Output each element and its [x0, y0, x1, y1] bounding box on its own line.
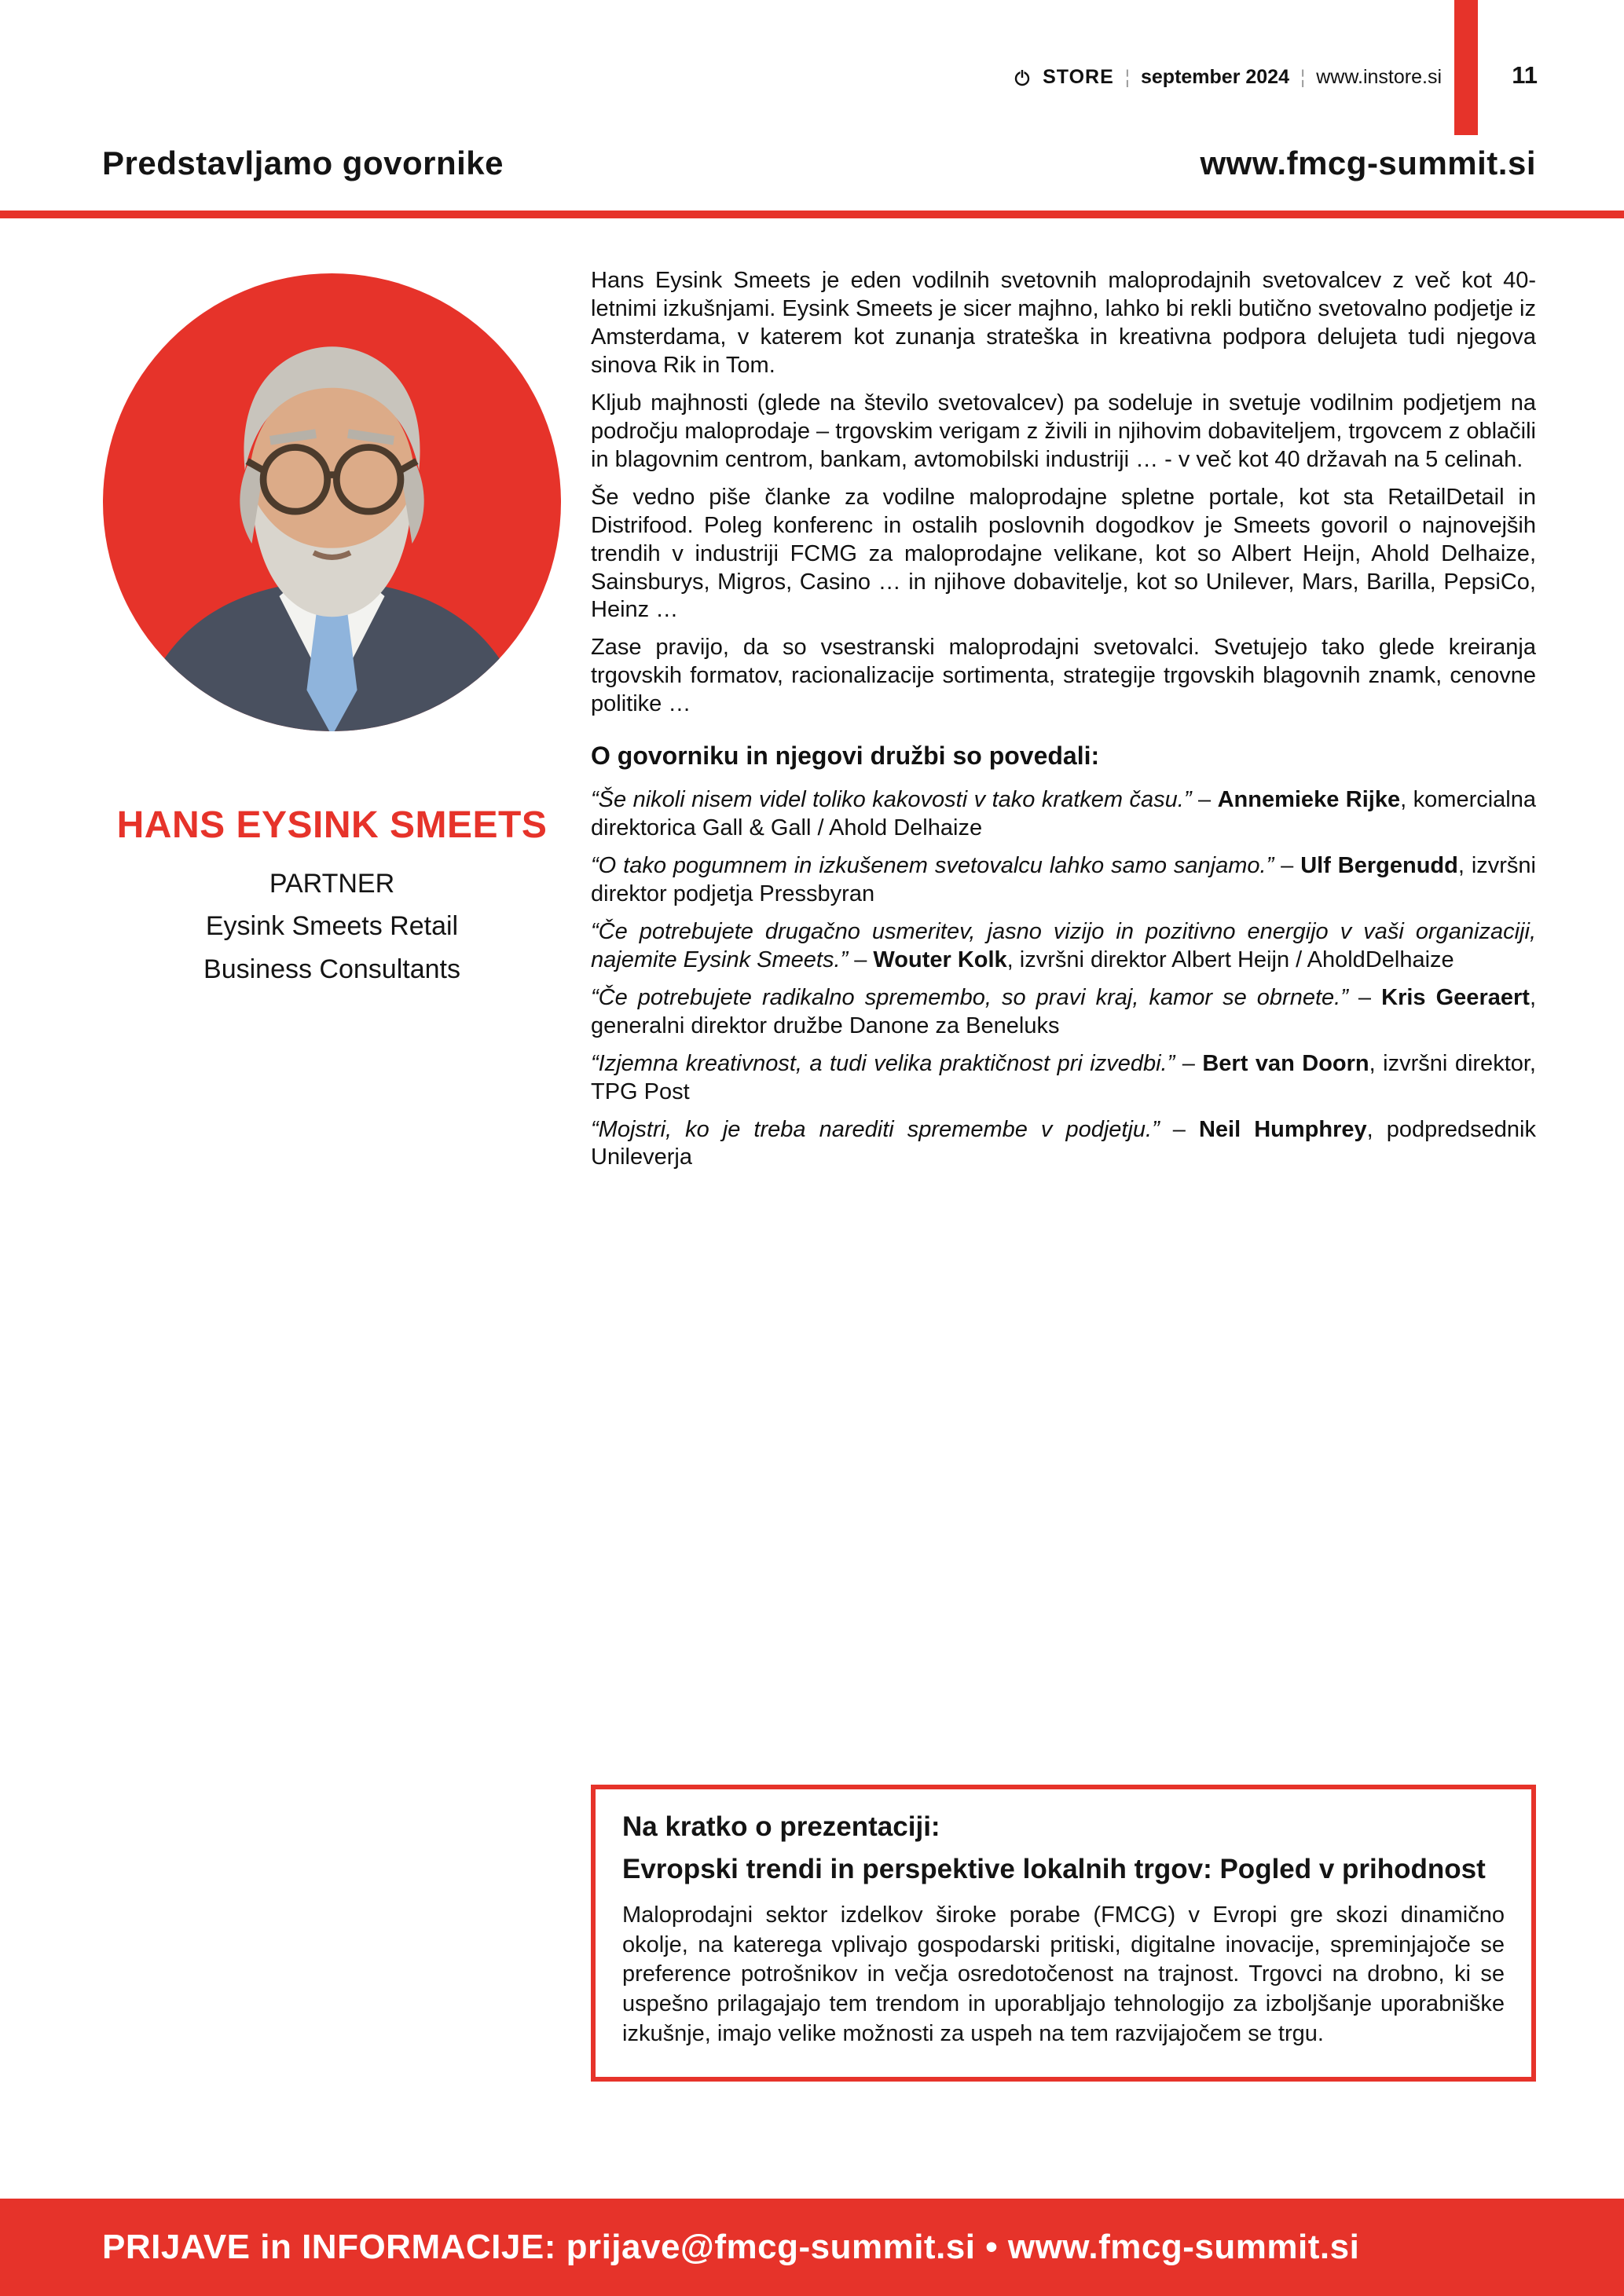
speaker-name: HANS EYSINK SMEETS	[116, 804, 548, 846]
quote-item	[591, 918, 1536, 975]
article-body	[591, 267, 1536, 1181]
header-separator: ¦	[1124, 66, 1130, 88]
quote-item	[591, 786, 1536, 843]
footer-registration-text: PRIJAVE in INFORMACIJE: prijave@fmcg-summit.si • www.fmcg-summit.si	[102, 2228, 1360, 2266]
quote-text: “Še nikoli nisem videl toliko kakovosti v tako kratkem času.”	[591, 786, 1192, 812]
presentation-box-heading: Na kratko o prezentaciji:	[622, 1811, 940, 1842]
quote-author-name: Neil Humphrey	[1198, 1116, 1367, 1142]
quote-separator: –	[1274, 852, 1301, 878]
bio-paragraph-2: Kljub majhnosti (glede na število svetovalcev) pa sodeluje in svetuje vodilnim podjetjem na področju maloprodaje – trgovskim verigam z živili in njihovim dobaviteljem, trgovcem z oblačili in blagovnim centrom, bankam, avtomobilski industriji … - v več kot 40 državah na 5 celinah.	[591, 390, 1536, 472]
quote-author-name: Kris Geeraert	[1381, 984, 1530, 1010]
quote-item	[591, 852, 1536, 909]
speaker-role: PARTNER	[269, 869, 395, 899]
quote-item	[591, 984, 1536, 1041]
quote-separator: –	[1159, 1116, 1199, 1142]
publisher-site-url: www.instore.si	[1316, 66, 1442, 88]
quote-author-name: Annemieke Rijke	[1217, 786, 1401, 812]
header-separator: ¦	[1300, 66, 1306, 88]
quote-separator: –	[1191, 786, 1218, 812]
section-title: Predstavljamo govornike	[102, 145, 504, 181]
footer-bar	[0, 2199, 1624, 2296]
quote-text: “Mojstri, ko je treba narediti spremembe v podjetju.”	[591, 1116, 1160, 1142]
speaker-photo	[103, 273, 561, 731]
section-subheader	[102, 145, 1536, 182]
quote-author-role: , izvršni direktor Albert Heijn / AholdDelhaize	[1006, 947, 1454, 972]
quote-author-role: , izvršni direktor, TPG Post	[591, 1050, 1536, 1104]
quote-text: “Izjemna kreativnost, a tudi velika praktičnost pri izvedbi.”	[591, 1050, 1175, 1076]
bio-paragraph-4: Zase pravijo, da so vsestranski maloprodajni svetovalci. Svetujejo tako glede kreiranja trgovskih formatov, racionalizacije sortimenta, strategije trgovskih blagovnih znamk, cenovne politike …	[591, 635, 1536, 717]
bio-paragraph-1: Hans Eysink Smeets je eden vodilnih svetovnih maloprodajnih svetovalcev z več kot 40-letnimi izkušnjami. Eysink Smeets je sicer majhno, lahko bi rekli butično svetovalno podjetje iz Amsterdama, v katerem kot zunanja strateška in kreativna podpora delujeta tudi njegova sinova Rik in Tom.	[591, 268, 1536, 378]
quote-text: “Če potrebujete drugačno usmeritev, jasno vizijo in pozitivno energijo v vaši organizaciji, najemite Eysink Smeets.”	[591, 918, 1536, 972]
quote-text: “O tako pogumnem in izkušenem svetovalcu lahko samo sanjamo.”	[591, 852, 1274, 878]
quote-separator: –	[848, 947, 874, 972]
corner-red-bar	[1454, 0, 1478, 135]
issue-date: september 2024	[1140, 66, 1289, 88]
speaker-column	[103, 273, 561, 991]
quote-item	[591, 1116, 1536, 1173]
quote-author-name: Wouter Kolk	[873, 947, 1007, 972]
quote-author-name: Ulf Bergenudd	[1300, 852, 1458, 878]
presentation-title: Evropski trendi in perspektive lokalnih trgov: Pogled v prihodnost	[622, 1854, 1486, 1884]
page-number: 11	[1512, 61, 1538, 89]
bio-paragraph-3: Še vedno piše članke za vodilne maloprodajne spletne portale, kot sta RetailDetail in Distrifood. Poleg konferenc in ostalih poslovnih dogodkov je Smeets govoril o najnovejših trendih v industriji FCMG za maloprodajne velikane, kot so Albert Heijn, Ahold Delhaize, Sainsburys, Migros, Casino … in njihove dobavitelje, kot so Unilever, Mars, Barilla, PepsiCo, Heinz …	[591, 484, 1536, 623]
quote-author-role: , generalni direktor družbe Danone za Beneluks	[591, 984, 1536, 1038]
quote-separator: –	[1347, 984, 1382, 1010]
quote-author-name: Bert van Doorn	[1202, 1050, 1369, 1076]
brand-logo-text: STORE	[1043, 66, 1114, 88]
quotes-heading: O govorniku in njegovi družbi so povedali:	[591, 742, 1100, 771]
speaker-company-line2: Business Consultants	[203, 954, 460, 984]
speaker-company-line1: Eysink Smeets Retail	[205, 911, 459, 942]
power-icon	[1013, 68, 1032, 87]
quote-author-role: , izvršni direktor podjetja Pressbyran	[591, 852, 1536, 906]
presentation-description: Maloprodajni sektor izdelkov široke porabe (FMCG) v Evropi gre skozi dinamično okolje, na katerega vplivajo gospodarski pritiski, digitalne inovacije, spreminjajoče se preference potrošnikov in večja osredotočenost na trajnost. Trgovci na drobno, ki se uspešno prilagajajo tem trendom in uporabljajo tehnologijo za izboljšanje uporabniške izkušnje, imajo velike možnosti za uspeh na tem razvijajočem se trgu.	[622, 1902, 1505, 2046]
quote-separator: –	[1175, 1050, 1203, 1076]
presentation-summary-box	[591, 1785, 1536, 2082]
quote-text: “Če potrebujete radikalno spremembo, so pravi kraj, kamor se obrnete.”	[591, 984, 1348, 1010]
quote-author-role: , podpredsednik Unileverja	[591, 1116, 1536, 1170]
quote-author-role: , komercialna direktorica Gall & Gall / Ahold Delhaize	[591, 786, 1536, 840]
quote-item	[591, 1050, 1536, 1107]
summit-site-url: www.fmcg-summit.si	[1200, 145, 1536, 181]
red-divider-rule	[0, 211, 1624, 218]
page-header-meta	[1013, 66, 1442, 89]
